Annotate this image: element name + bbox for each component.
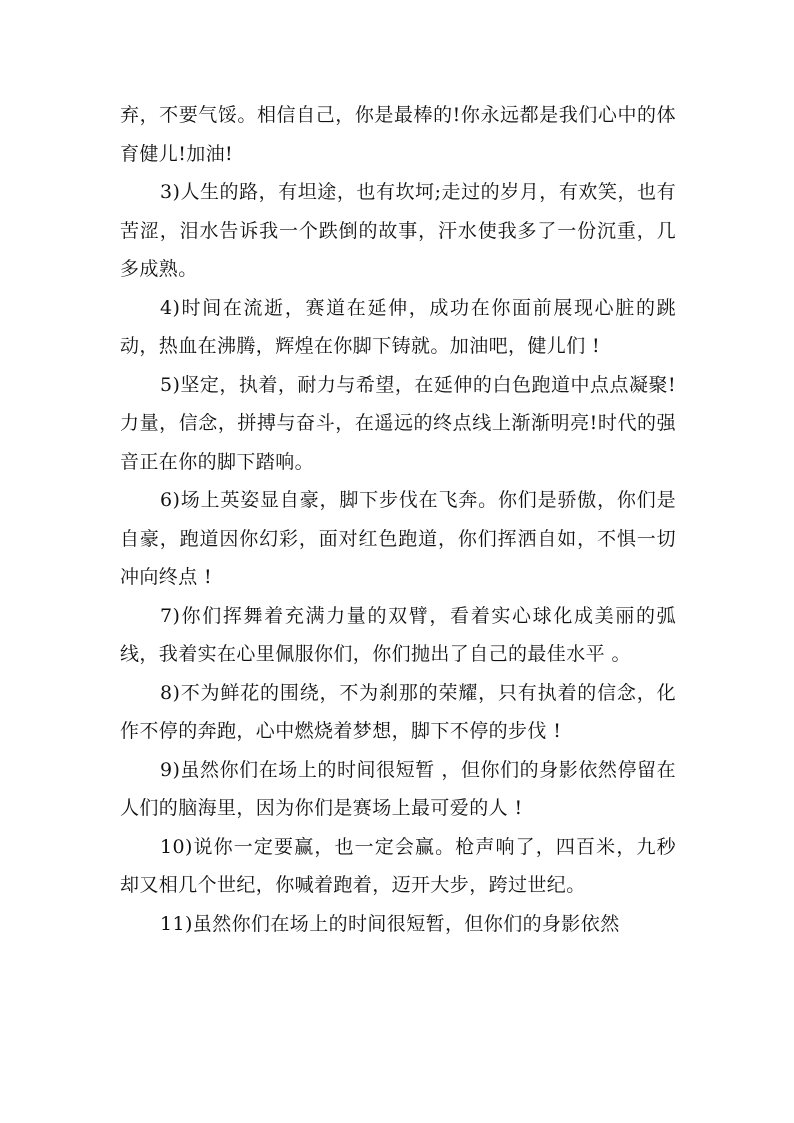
paragraph-1: 弃，不要气馁。相信自己，你是最棒的!你永远都是我们心中的体育健儿!加油! xyxy=(120,104,676,165)
paragraph-2: 3)人生的路，有坦途，也有坎坷;走过的岁月，有欢笑，也有苦涩，泪水告诉我一个跌倒的故事，汗水使我多了一份沉重，几多成熟。 xyxy=(120,181,676,280)
paragraph-8: 9)虽然你们在场上的时间很短暂 ，但你们的身影依然停留在人们的脑海里，因为你们是赛场上最可爱的人 ! xyxy=(120,758,676,819)
paragraph-3: 4)时间在流逝，赛道在延伸，成功在你面前展现心脏的跳动，热血在沸腾，辉煌在你脚下铸就。加油吧，健儿们 ! xyxy=(120,296,676,357)
paragraph-5: 6)场上英姿显自豪，脚下步伐在飞奔。你们是骄傲，你们是自豪，跑道因你幻彩，面对红色跑道，你们挥洒自如，不惧一切冲向终点 ! xyxy=(120,489,676,588)
paragraph-4: 5)坚定，执着，耐力与希望，在延伸的白色跑道中点点凝聚!力量，信念，拼搏与奋斗，在遥远的终点线上渐渐明亮!时代的强音正在你的脚下踏响。 xyxy=(120,373,676,473)
document-body xyxy=(120,96,676,943)
paragraph-6: 7)你们挥舞着充满力量的双臂，看着实心球化成美丽的弧线，我着实在心里佩服你们，你们抛出了自己的最佳水平 。 xyxy=(120,604,676,665)
paragraph-9: 10)说你一定要赢，也一定会赢。枪声响了，四百米，九秒却又相几个世纪，你喊着跑着，迈开大步，跨过世纪。 xyxy=(120,835,676,896)
paragraph-10: 11)虽然你们在场上的时间很短暂，但你们的身影依然 xyxy=(160,912,620,935)
paragraph-7: 8)不为鲜花的围绕，不为刹那的荣耀，只有执着的信念，化作不停的奔跑，心中燃烧着梦想，脚下不停的步伐 ! xyxy=(120,681,676,742)
